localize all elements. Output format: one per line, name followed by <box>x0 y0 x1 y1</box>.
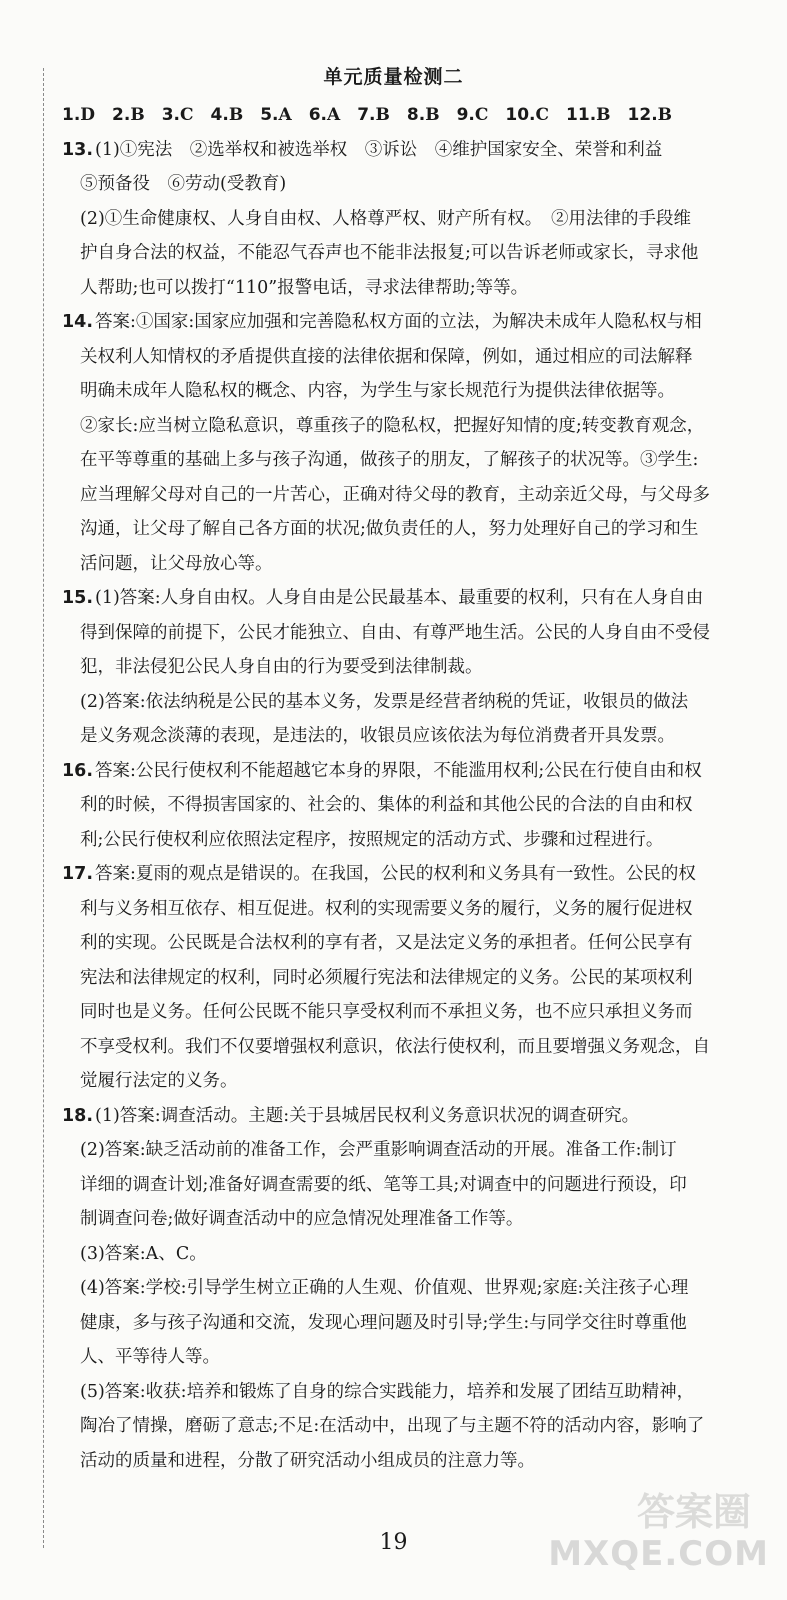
left-dashed-rule <box>43 68 44 1548</box>
q18-number: 18. <box>62 1105 94 1126</box>
q15-line: 15. (1)答案:人身自由权。人身自由是公民最基本、最重要的权利，只有在人身自由 <box>62 588 704 608</box>
watermark-text-bottom: MXQE.COM <box>548 1534 769 1574</box>
mc-item-6: 6.A <box>308 105 341 125</box>
q13-line: 护自身合法的权益，不能忍气吞声也不能非法报复;可以告诉老师或家长，寻求他 <box>80 243 699 263</box>
mc-item-4: 4.B <box>210 105 244 125</box>
q14-line: 沟通，让父母了解自己各方面的状况;做负责任的人，努力处理好自己的学习和生 <box>80 519 699 539</box>
q17-line: 17. 答案:夏雨的观点是错误的。在我国，公民的权利和义务具有一致性。公民的权 <box>62 864 696 884</box>
q13-line: 人帮助;也可以拨打“110”报警电话，寻求法律帮助;等等。 <box>80 277 529 298</box>
q18-line: 详细的调查计划;准备好调查需要的纸、笔等工具;对调查中的问题进行预设，印 <box>80 1174 687 1195</box>
q17-line: 同时也是义务。任何公民既不能只享受权利而不承担义务，也不应只承担义务而 <box>80 1002 693 1022</box>
mc-item-5: 5.A <box>260 105 292 125</box>
question-17 <box>62 857 734 1099</box>
q13-line: 13. (1)①宪法 ②选举权和被选举权 ③诉讼 ④维护国家安全、荣誉和利益 <box>62 139 663 160</box>
q15-line: 是义务观念淡薄的表现，是违法的，收银员应该依法为每位消费者开具发票。 <box>80 726 675 746</box>
answers-content <box>62 98 734 1478</box>
q16-line: 利的时候，不得损害国家的、社会的、集体的利益和其他公民的合法的自由和权 <box>80 795 693 815</box>
page-number: 19 <box>379 1530 408 1555</box>
q13-line: (2)①生命健康权、人身自由权、人格尊严权、财产所有权。 ②用法律的手段维 <box>80 208 692 229</box>
mc-item-2: 2.B <box>112 105 145 125</box>
q13-line: ⑤预备役 ⑥劳动(受教育) <box>80 174 287 194</box>
q14-line: 关权利人知情权的矛盾提供直接的法律依据和保障，例如，通过相应的司法解释 <box>80 346 693 367</box>
q14-line: 明确未成年人隐私权的概念、内容，为学生与家长规范行为提供法律依据等。 <box>80 381 675 401</box>
q17-line: 利的实现。公民既是合法权利的享有者，又是法定义务的承担者。任何公民享有 <box>80 933 693 953</box>
q17-line: 不享受权利。我们不仅要增强权利意识，依法行使权利，而且要增强义务观念，自 <box>80 1036 710 1057</box>
question-16 <box>62 754 734 858</box>
multiple-choice-answers <box>62 98 734 133</box>
mc-item-11: 11.B <box>566 105 611 125</box>
q14-line: 应当理解父母对自己的一片苦心，正确对待父母的教育，主动亲近父母，与父母多 <box>80 484 710 505</box>
q17-line: 利与义务相互依存、相互促进。权利的实现需要义务的履行，义务的履行促进权 <box>80 898 693 919</box>
question-13 <box>62 133 734 306</box>
q16-line: 利;公民行使权利应依照法定程序，按照规定的活动方式、步骤和过程进行。 <box>80 829 664 850</box>
q18-line: (4)答案:学校:引导学生树立正确的人生观、价值观、世界观;家庭:关注孩子心理 <box>80 1278 689 1298</box>
watermark-text-top: 答案圈 <box>636 1490 751 1534</box>
q18-line: 制调查问卷;做好调查活动中的应急情况处理准备工作等。 <box>80 1209 524 1229</box>
q15-line: (2)答案:依法纳税是公民的基本义务，发票是经营者纳税的凭证，收银员的做法 <box>80 691 689 712</box>
mc-item-1: 1.D <box>62 105 96 125</box>
q18-line: 人、平等待人等。 <box>80 1347 220 1367</box>
q18-line: 18. (1)答案:调查活动。主题:关于县城居民权利义务意识状况的调查研究。 <box>62 1105 640 1126</box>
mc-item-10: 10.C <box>505 105 550 125</box>
q14-line: 14. 答案:①国家:国家应加强和完善隐私权方面的立法，为解决未成年人隐私权与相 <box>62 312 702 332</box>
q15-number: 15. <box>62 588 94 608</box>
q17-line: 宪法和法律规定的权利，同时必须履行宪法和法律规定的义务。公民的某项权利 <box>80 967 693 988</box>
q15-line: 得到保障的前提下，公民才能独立、自由、有尊严地生活。公民的人身自由不受侵 <box>80 622 710 643</box>
q15-line: 犯，非法侵犯公民人身自由的行为要受到法律制裁。 <box>80 657 483 677</box>
question-18 <box>62 1099 734 1479</box>
q14-number: 14. <box>62 312 94 332</box>
q18-line: (3)答案:A、C。 <box>80 1243 207 1264</box>
mc-item-9: 9.C <box>456 105 489 125</box>
q14-line: ②家长:应当树立隐私意识，尊重孩子的隐私权，把握好知情的度;转变教育观念， <box>80 415 705 436</box>
mc-item-8: 8.B <box>406 105 440 125</box>
q18-line: (2)答案:缺乏活动前的准备工作，会严重影响调查活动的开展。准备工作:制订 <box>80 1140 677 1160</box>
q13-number: 13. <box>62 139 94 160</box>
q14-line: 活问题，让父母放心等。 <box>80 553 273 574</box>
q18-line: (5)答案:收获:培养和锻炼了自身的综合实践能力，培养和发展了团结互助精神， <box>80 1381 695 1402</box>
question-15 <box>62 581 734 754</box>
q18-line: 健康，多与孩子沟通和交流，发现心理问题及时引导;学生:与同学交往时尊重他 <box>80 1312 687 1333</box>
q16-number: 16. <box>62 760 94 781</box>
mc-item-3: 3.C <box>161 105 194 125</box>
question-14 <box>62 305 734 581</box>
q17-line: 觉履行法定的义务。 <box>80 1071 238 1091</box>
q17-number: 17. <box>62 864 94 884</box>
mc-item-7: 7.B <box>357 105 390 125</box>
q16-line: 16. 答案:公民行使权利不能超越它本身的界限，不能滥用权利;公民在行使自由和权 <box>62 760 702 781</box>
mc-item-12: 12.B <box>627 105 673 125</box>
q14-line: 在平等尊重的基础上多与孩子沟通，做孩子的朋友，了解孩子的状况等。③学生: <box>80 450 699 470</box>
page-title: 单元质量检测二 <box>323 66 464 88</box>
watermark-logo <box>548 1490 775 1586</box>
q18-line: 陶冶了情操，磨砺了意志;不足:在活动中，出现了与主题不符的活动内容，影响了 <box>80 1416 705 1436</box>
q18-line: 活动的质量和进程，分散了研究活动小组成员的注意力等。 <box>80 1450 535 1471</box>
